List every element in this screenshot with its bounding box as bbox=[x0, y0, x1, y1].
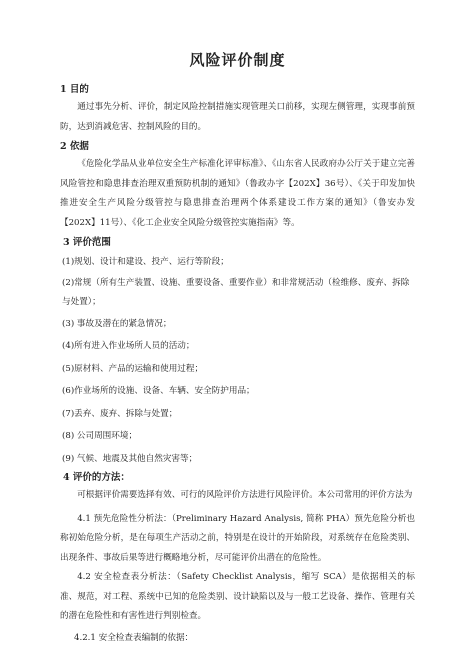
methods-intro: 可根据评价需要选择有效、可行的风险评价方法进行风险评价。本公司常用的评价方法为 bbox=[77, 490, 413, 500]
section-text-basis: 《危险化学品从业单位安全生产标准化评审标准》、《山东省人民政府办公厅关于建立完善风险管控和隐患排查治理双重预防机制的通知》（鲁政办字【202X】36号）、《关于印发加快推进安全生产风险分级管控与隐患排查治理两个体系建设工作方案的通知》（鲁安办发【202X】11号）、《化工企业安全风险分级管控实施指南》等。 bbox=[60, 159, 415, 228]
document-title: 风险评价制度 bbox=[189, 51, 286, 69]
scope-item: (2)常规（所有生产装置、设施、重要设备、重要作业）和非常规活动（检维修、废弃、拆除与处置）； bbox=[62, 277, 410, 307]
scope-item: (3) 事故及潜在的紧急情况； bbox=[62, 318, 172, 329]
methods-sca: 4.2 安全检查表分析法：（Safety Checklist Analysis，缩写 SCA）是依据相关的标准、规范，对工程、系统中已知的危险类别、设计缺陷以及与一般工艺设备、操作、管理有关的潜在危险性和有害性进行判别检查。 bbox=[60, 572, 415, 621]
scope-list bbox=[60, 251, 415, 470]
section-heading-methods: 4 评价的方法： bbox=[63, 472, 130, 483]
scope-item: (7)丢弃、废弃、拆除与处置； bbox=[62, 408, 178, 419]
section-text-purpose: 通过事先分析、评价，制定风险控制措施实现管理关口前移，实现左侧管理，实现事前预防，达到消减危害、控制风险的目的。 bbox=[60, 102, 415, 132]
scope-item: (6)作业场所的设施、设备、车辆、安全防护用品； bbox=[62, 386, 255, 396]
scope-item: (4)所有进入作业场所人员的活动； bbox=[62, 341, 195, 351]
scope-item: (1)规划、设计和建设、投产、运行等阶段； bbox=[62, 257, 229, 267]
section-heading-basis: 2 依据 bbox=[60, 141, 89, 152]
section-heading-purpose: 1 目的 bbox=[60, 84, 89, 95]
methods-pha: 4.1 预先危险性分析法：（Preliminary Hazard Analysis, 简称 PHA）预先危险分析也称初始危险分析，是在每项生产活动之前，特别是在设计的开始阶段，对系统存在危险类别、出现条件、事故后果等进行概略地分析，尽可能评价出潜在的危险性。 bbox=[60, 513, 415, 563]
scope-item: (5)原材料、产品的运输和使用过程； bbox=[62, 363, 204, 374]
scope-item: (9) 气候、地震及其他自然灾害等； bbox=[62, 453, 198, 464]
section-heading-scope: 3 评价范围 bbox=[63, 237, 111, 248]
methods-sca-basis: 4.2.1 安全检查表编制的依据： bbox=[74, 632, 194, 643]
scope-item: (8) 公司周围环境； bbox=[62, 431, 138, 441]
